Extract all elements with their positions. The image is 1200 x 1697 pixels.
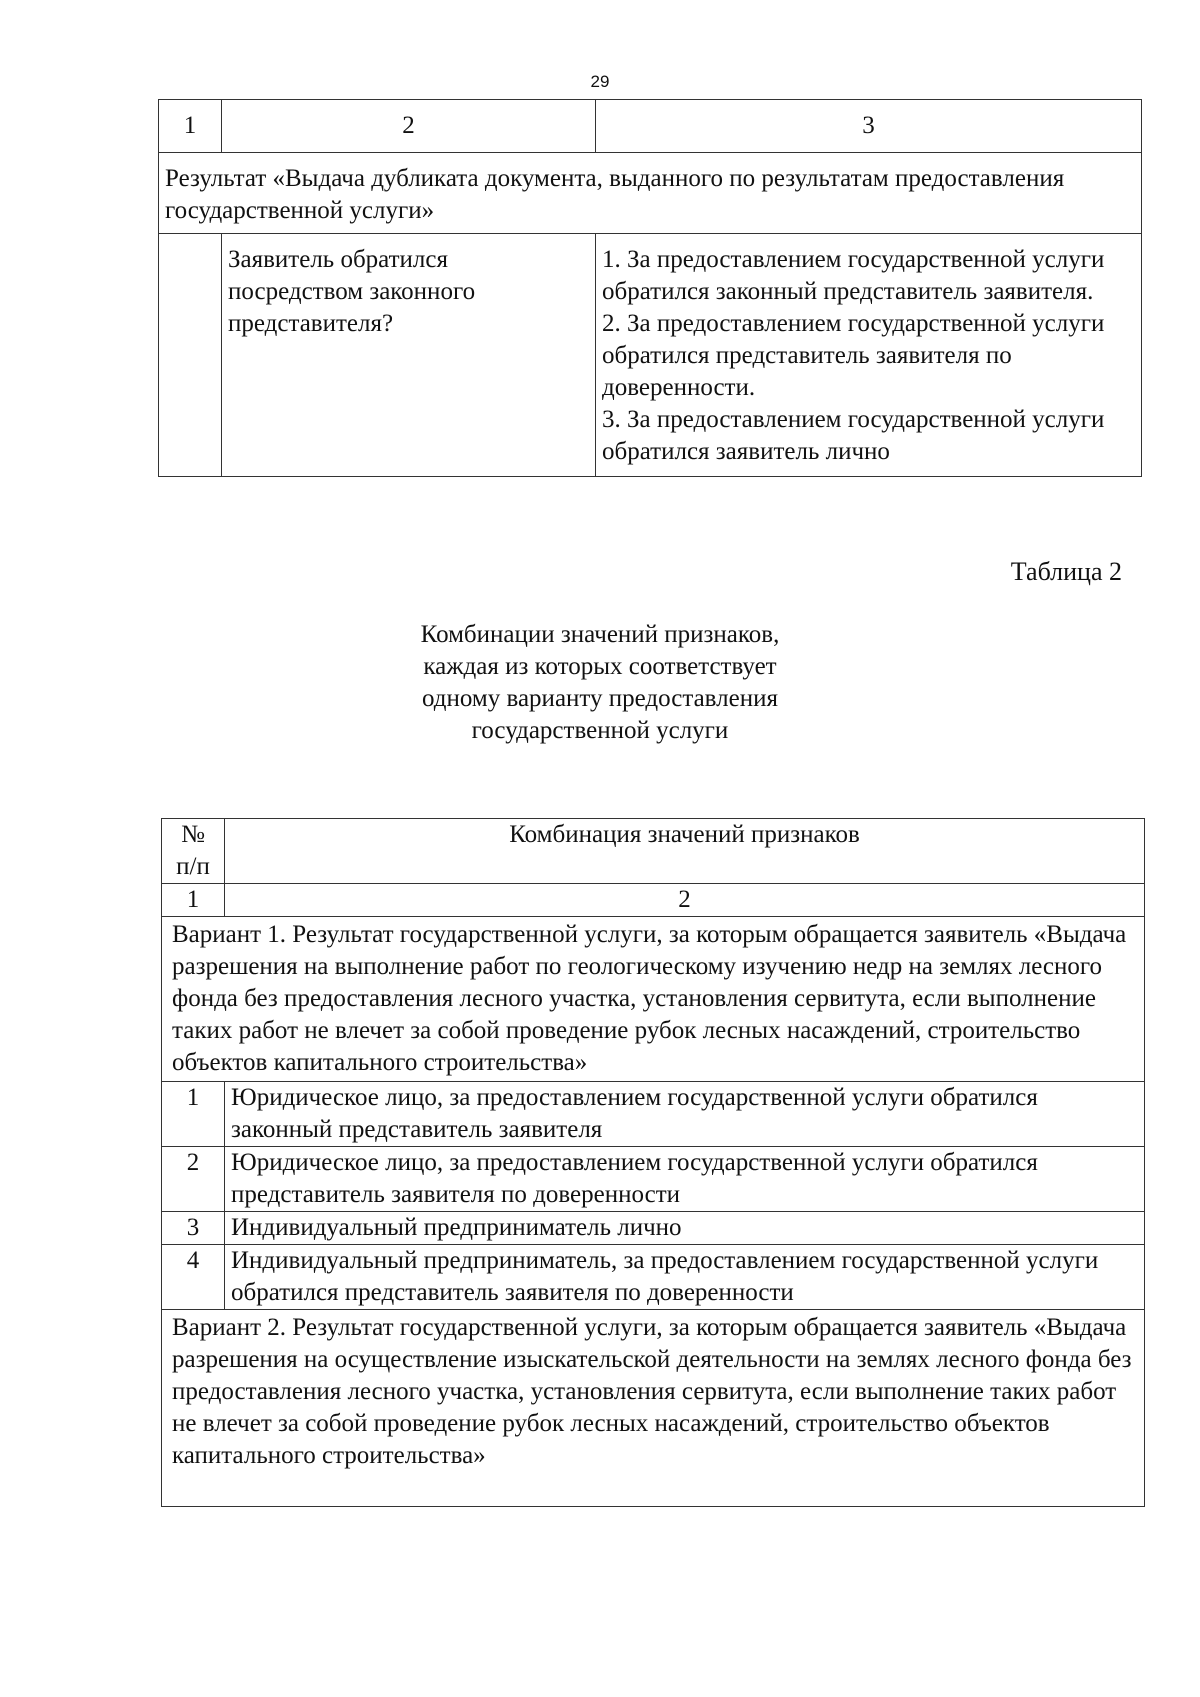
column-header-combination: Комбинация значений признаков bbox=[225, 819, 1145, 884]
column-header-2: 2 bbox=[222, 100, 596, 153]
title-line-3: одному варианту предоставления bbox=[422, 685, 778, 712]
column-header-1: 1 bbox=[159, 100, 222, 153]
row-text: Юридическое лицо, за предоставлением государственной услуги обратился представитель заявителя по доверенности bbox=[225, 1147, 1145, 1212]
criterion-question: Заявитель обратился посредством законного представителя? bbox=[222, 234, 596, 477]
row-number: 3 bbox=[162, 1212, 225, 1245]
variant-2-caption: Вариант 2. Результат государственной услуги, за которым обращается заявитель «Выдача разрешения на осуществление изыскательской деятельности на землях лесного фонда без предоставления лесного участка, установления сервитута, если выполнение таких работ не влечет за собой проведение рубок лесных насаждений, строительство объектов капитального строительства» bbox=[162, 1310, 1145, 1507]
table-header-row bbox=[162, 819, 1145, 884]
variant-1-row bbox=[162, 917, 1145, 1082]
column-header-number: № п/п bbox=[162, 819, 225, 884]
title-line-1: Комбинации значений признаков, bbox=[420, 621, 780, 648]
answer-2: 2. За предоставлением государственной услуги обратился представитель заявителя по доверенности. bbox=[602, 310, 1105, 401]
table-row bbox=[162, 1082, 1145, 1147]
column-index-1: 1 bbox=[162, 884, 225, 917]
title-line-2: каждая из которых соответствует bbox=[423, 653, 777, 680]
table-row bbox=[162, 1245, 1145, 1310]
table-label: Таблица 2 bbox=[1010, 557, 1122, 586]
answer-3: 3. За предоставлением государственной услуги обратился заявитель лично bbox=[602, 406, 1105, 465]
row-number: 1 bbox=[162, 1082, 225, 1147]
row-number: 2 bbox=[162, 1147, 225, 1212]
table-row bbox=[159, 234, 1142, 477]
column-header-3: 3 bbox=[596, 100, 1142, 153]
criterion-answers bbox=[596, 234, 1142, 477]
variant-1-caption: Вариант 1. Результат государственной услуги, за которым обращается заявитель «Выдача разрешения на выполнение работ по геологическому изучению недр на землях лесного фонда без предоставления лесного участка, установления сервитута, если выполнение таких работ не влечет за собой проведение рубок лесных насаждений, строительство объектов капитального строительства» bbox=[162, 917, 1145, 1082]
page-number: 29 bbox=[590, 72, 610, 91]
row-number: 4 bbox=[162, 1245, 225, 1310]
table-row bbox=[162, 1212, 1145, 1245]
table-header-row bbox=[159, 100, 1142, 153]
table-title bbox=[0, 619, 1200, 747]
answer-1: 1. За предоставлением государственной услуги обратился законный представитель заявителя. bbox=[602, 246, 1105, 305]
column-index-2: 2 bbox=[225, 884, 1145, 917]
variant-2-row bbox=[162, 1310, 1145, 1507]
row-number bbox=[159, 234, 222, 477]
result-caption: Результат «Выдача дубликата документа, выданного по результатам предоставления государственной услуги» bbox=[159, 153, 1142, 234]
row-text: Индивидуальный предприниматель лично bbox=[225, 1212, 1145, 1245]
combinations-table bbox=[161, 818, 1145, 1507]
result-row bbox=[159, 153, 1142, 234]
table-row bbox=[162, 1147, 1145, 1212]
criteria-table bbox=[158, 99, 1142, 477]
title-line-4: государственной услуги bbox=[471, 717, 729, 744]
row-text: Юридическое лицо, за предоставлением государственной услуги обратился законный представитель заявителя bbox=[225, 1082, 1145, 1147]
column-index-row bbox=[162, 884, 1145, 917]
row-text: Индивидуальный предприниматель, за предоставлением государственной услуги обратился представитель заявителя по доверенности bbox=[225, 1245, 1145, 1310]
